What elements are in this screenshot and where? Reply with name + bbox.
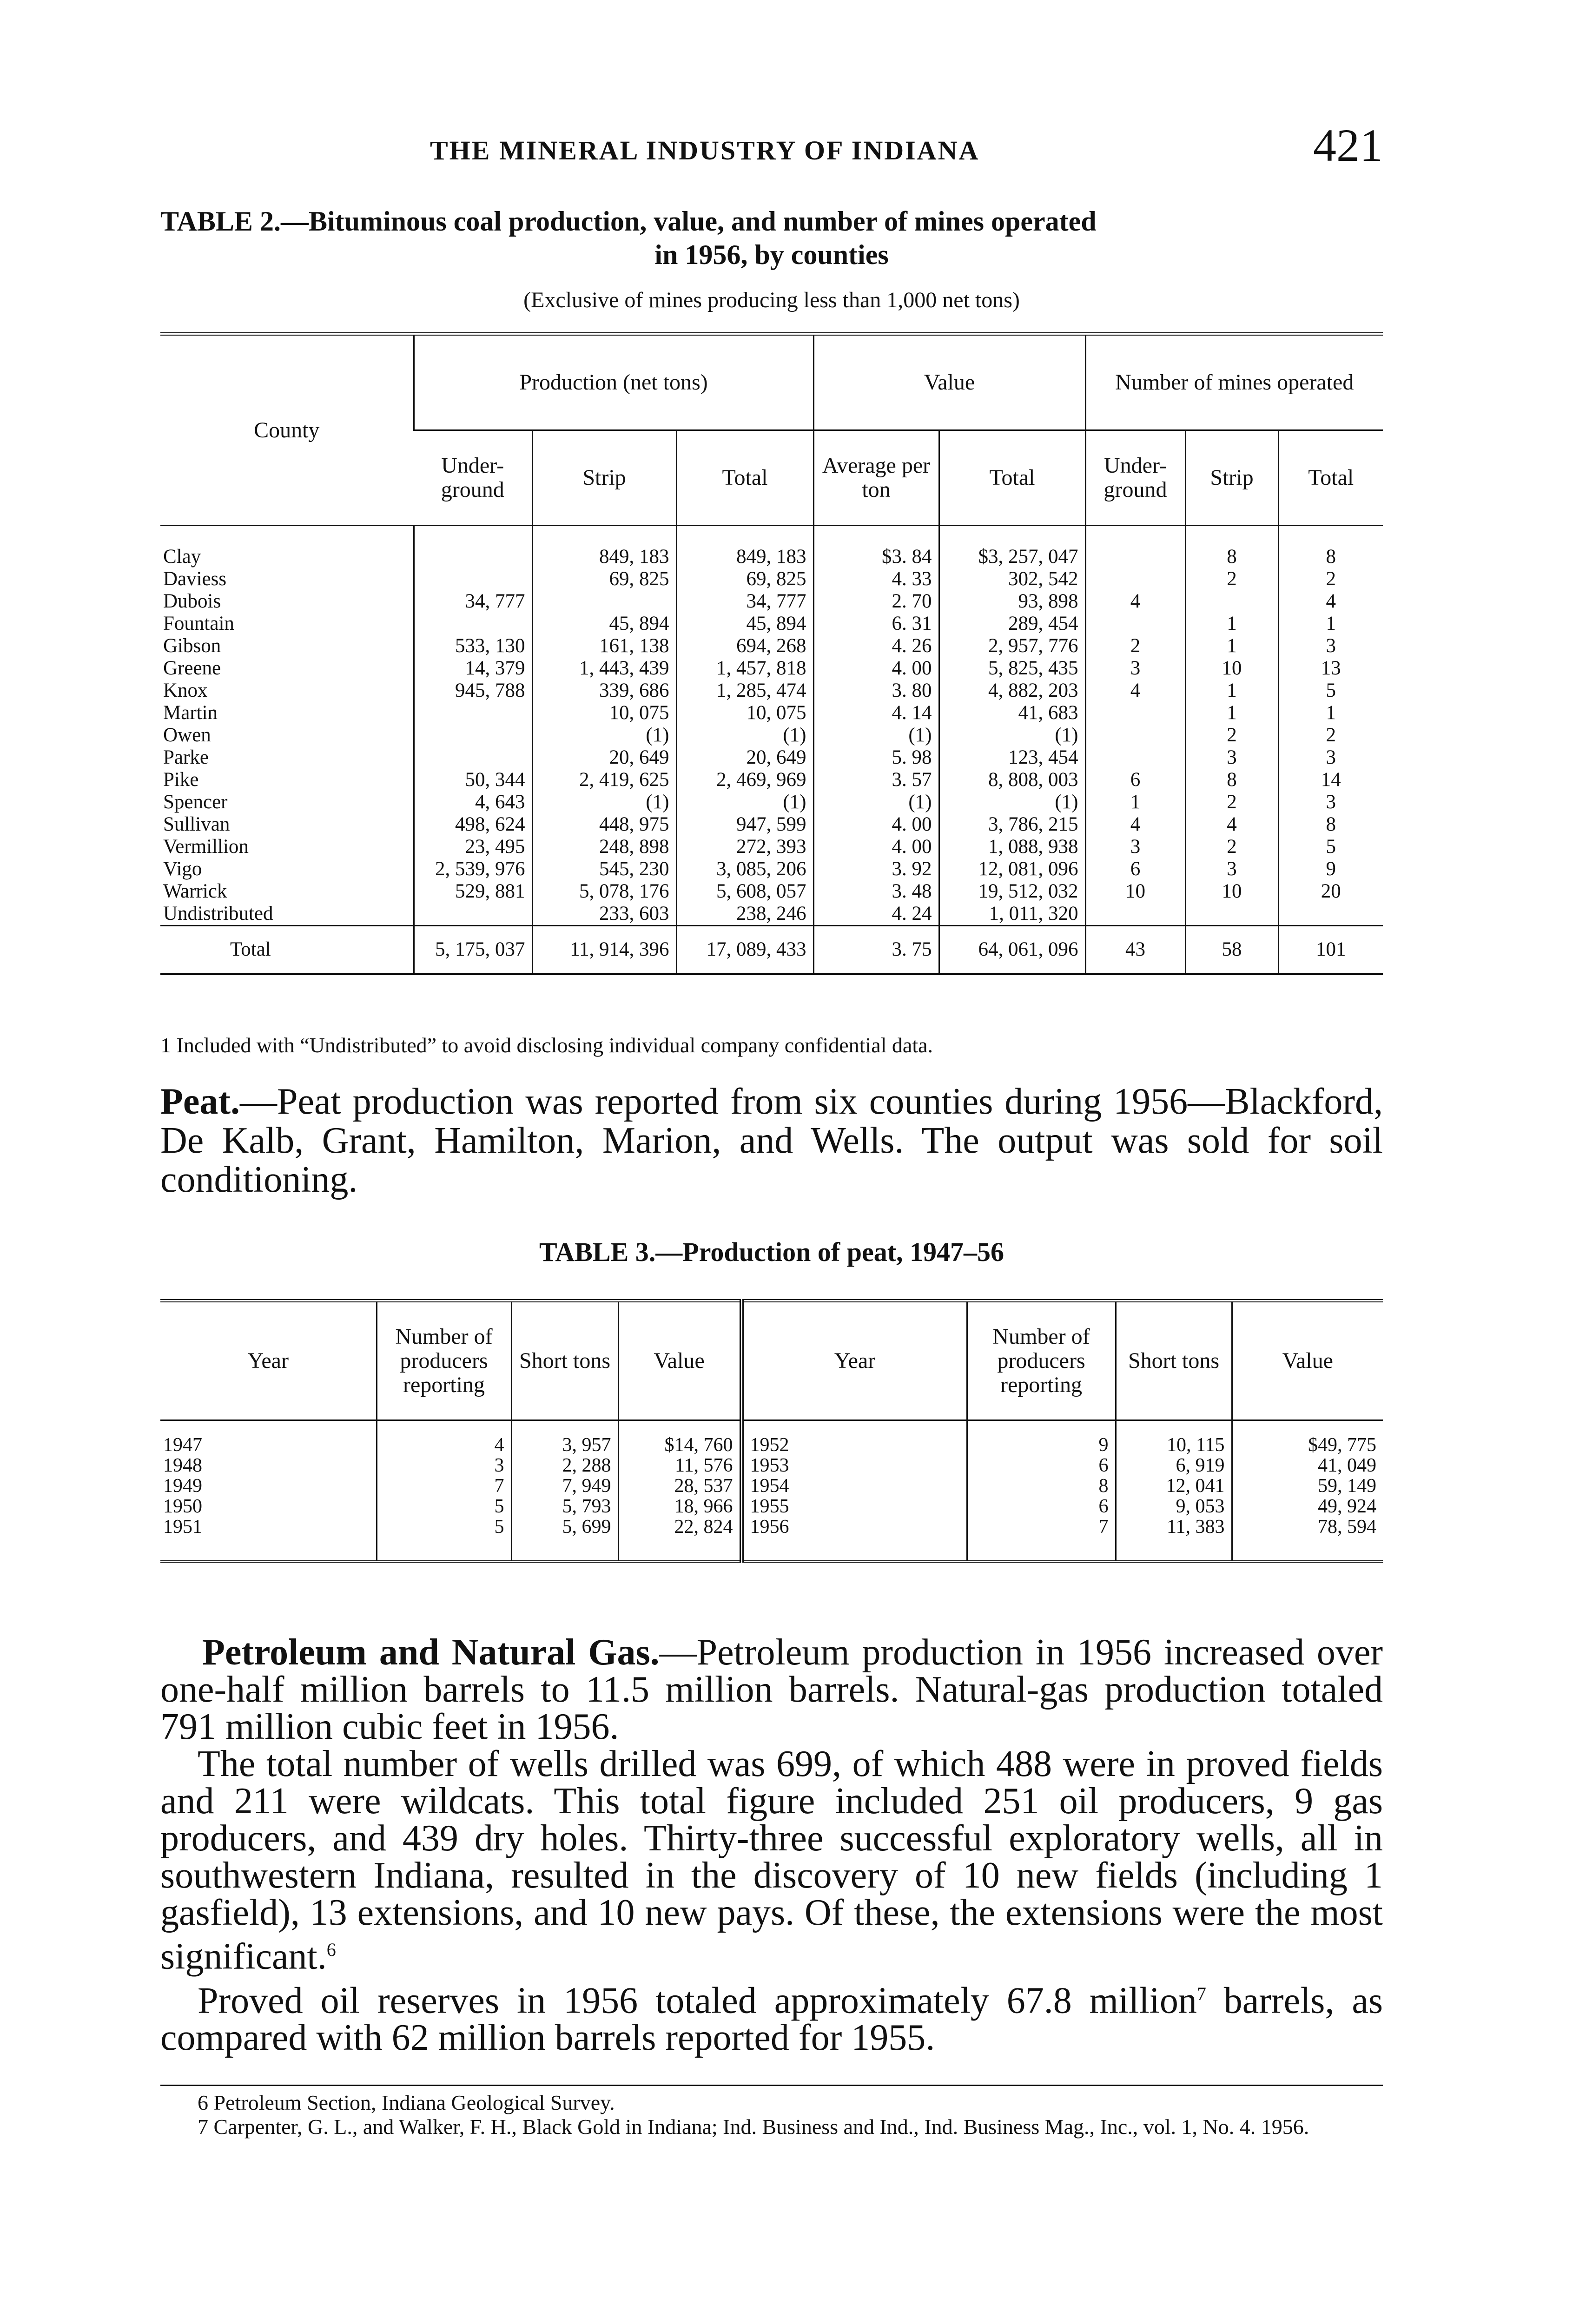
total-cell: 272, 393 bbox=[676, 836, 813, 858]
county-cell: Gibson bbox=[163, 635, 221, 657]
mines-total-cell: 8 bbox=[1278, 813, 1383, 836]
underground-cell: 498, 624 bbox=[414, 813, 532, 836]
total-cell: 34, 777 bbox=[676, 590, 813, 613]
t3-header-producers-2: Number of producers reporting bbox=[967, 1301, 1116, 1420]
producers-cell: 7 bbox=[967, 1517, 1116, 1562]
producers-cell: 8 bbox=[967, 1476, 1116, 1496]
t3-header-value-2: Value bbox=[1232, 1301, 1383, 1420]
county-cell: Warrick bbox=[163, 880, 227, 902]
strip-cell: 849, 183 bbox=[532, 526, 676, 568]
value-cell: $14, 760 bbox=[618, 1420, 741, 1456]
col-header-county: County bbox=[160, 334, 414, 526]
petroleum-paragraph-1 bbox=[160, 1634, 1383, 1745]
total-cell: (1) bbox=[676, 791, 813, 813]
mines-strip-cell bbox=[1185, 903, 1278, 926]
county-cell: Vermillion bbox=[163, 836, 249, 858]
coal-table-body bbox=[160, 526, 1383, 974]
petroleum-run-head: Petroleum and Natural Gas. bbox=[202, 1632, 660, 1673]
producers-cell: 5 bbox=[377, 1496, 511, 1517]
strip-cell: 20, 649 bbox=[532, 746, 676, 769]
footnote-ref-7: 7 bbox=[1196, 1983, 1206, 2004]
year-cell: 1947 bbox=[163, 1434, 202, 1456]
total-cell: (1) bbox=[676, 724, 813, 746]
underground-cell bbox=[414, 724, 532, 746]
footnote-ref-6: 6 bbox=[326, 1939, 336, 1960]
strip-cell bbox=[532, 590, 676, 613]
col-header-production: Production (net tons) bbox=[414, 334, 813, 430]
total-cell: 69, 825 bbox=[676, 568, 813, 590]
total-cell: 17, 089, 433 bbox=[676, 926, 813, 974]
tons-cell: 2, 288 bbox=[511, 1455, 618, 1476]
value-total-cell: 93, 898 bbox=[939, 590, 1085, 613]
page-header bbox=[165, 116, 1383, 172]
mines-underground-cell bbox=[1085, 568, 1185, 590]
mines-total-cell: 3 bbox=[1278, 791, 1383, 813]
footnote-7: 7 Carpenter, G. L., and Walker, F. H., Black Gold in Indiana; Ind. Business and Ind., Ind. Business Mag., Inc., vol. 1, No. 4. 1956. bbox=[198, 2115, 1309, 2139]
county-cell: Daviess bbox=[163, 568, 227, 590]
peat-text: —Peat production was reported from six counties during 1956—Blackford, De Kalb, Grant, Hamilton, Marion, and Wells. The output was sold for soil conditioning. bbox=[160, 1081, 1383, 1200]
petroleum-paragraph-2 bbox=[160, 1745, 1383, 1975]
county-cell: Dubois bbox=[163, 590, 221, 612]
strip-cell: 1, 443, 439 bbox=[532, 657, 676, 680]
table-row bbox=[160, 724, 1383, 746]
mines-total-cell: 101 bbox=[1278, 926, 1383, 974]
mines-underground-cell: 3 bbox=[1085, 836, 1185, 858]
strip-cell: 161, 138 bbox=[532, 635, 676, 657]
table2-subcaption: (Exclusive of mines producing less than 1,000 net tons) bbox=[523, 288, 1020, 312]
coal-production-table bbox=[160, 332, 1383, 975]
mines-total-cell: 8 bbox=[1278, 526, 1383, 568]
avg-value-cell: 4. 33 bbox=[813, 568, 939, 590]
page-footnotes bbox=[160, 2085, 1383, 2139]
county-cell: Pike bbox=[163, 769, 199, 791]
underground-cell: 533, 130 bbox=[414, 635, 532, 657]
avg-value-cell: 5. 98 bbox=[813, 746, 939, 769]
mines-total-cell bbox=[1278, 903, 1383, 926]
year-cell: 1954 bbox=[741, 1476, 967, 1496]
mines-total-cell: 20 bbox=[1278, 880, 1383, 903]
table-row bbox=[160, 1496, 1383, 1517]
table-row bbox=[160, 1420, 1383, 1456]
underground-cell: 4, 643 bbox=[414, 791, 532, 813]
mines-underground-cell: 43 bbox=[1085, 926, 1185, 974]
avg-value-cell: 4. 24 bbox=[813, 903, 939, 926]
underground-cell bbox=[414, 746, 532, 769]
county-cell: Undistributed bbox=[163, 903, 273, 924]
table-row bbox=[160, 926, 1383, 974]
peat-table-body bbox=[160, 1420, 1383, 1562]
value-cell: 41, 049 bbox=[1232, 1455, 1383, 1476]
value-cell: 11, 576 bbox=[618, 1455, 741, 1476]
table3-caption: TABLE 3.—Production of peat, 1947–56 bbox=[539, 1237, 1004, 1267]
county-cell: Parke bbox=[163, 746, 209, 768]
mines-strip-cell: 2 bbox=[1185, 724, 1278, 746]
county-cell: Fountain bbox=[163, 613, 234, 634]
table-row bbox=[160, 746, 1383, 769]
table-row bbox=[160, 590, 1383, 613]
col-header-mines-underground: Under-ground bbox=[1085, 430, 1185, 526]
underground-cell: 529, 881 bbox=[414, 880, 532, 903]
value-cell: 78, 594 bbox=[1232, 1517, 1383, 1562]
total-cell: 2, 469, 969 bbox=[676, 769, 813, 791]
peat-production-table bbox=[160, 1299, 1383, 1563]
mines-strip-cell: 2 bbox=[1185, 791, 1278, 813]
value-cell: $49, 775 bbox=[1232, 1420, 1383, 1456]
peat-run-head: Peat. bbox=[160, 1081, 240, 1122]
mines-underground-cell bbox=[1085, 903, 1185, 926]
avg-value-cell: $3. 84 bbox=[813, 526, 939, 568]
avg-value-cell: (1) bbox=[813, 724, 939, 746]
tons-cell: 12, 041 bbox=[1116, 1476, 1232, 1496]
county-cell: Greene bbox=[163, 657, 221, 679]
table-row bbox=[160, 836, 1383, 858]
value-cell: 22, 824 bbox=[618, 1517, 741, 1562]
total-cell: 849, 183 bbox=[676, 526, 813, 568]
mines-strip-cell: 10 bbox=[1185, 880, 1278, 903]
underground-cell: 5, 175, 037 bbox=[414, 926, 532, 974]
petroleum-paragraph-3 bbox=[160, 1975, 1383, 2057]
strip-cell: 448, 975 bbox=[532, 813, 676, 836]
col-header-average: Average per ton bbox=[813, 430, 939, 526]
value-cell: 28, 537 bbox=[618, 1476, 741, 1496]
tons-cell: 3, 957 bbox=[511, 1420, 618, 1456]
mines-strip-cell: 8 bbox=[1185, 526, 1278, 568]
mines-total-cell: 14 bbox=[1278, 769, 1383, 791]
petroleum-p2-text: The total number of wells drilled was 699, of which 488 were in proved fields and 211 were wildcats. This total figure included 251 oil producers, 9 gas producers, and 439 dry holes. Thirty-three successful exploratory wells, all in southwestern Indiana, resulted in the discovery of 10 new fields (including 1 gasfield), 13 extensions, and 10 new pays. Of these, the extensions were the most significant. bbox=[160, 1743, 1383, 1977]
table2-caption bbox=[160, 205, 1383, 271]
producers-cell: 7 bbox=[377, 1476, 511, 1496]
county-cell: Martin bbox=[163, 702, 218, 724]
avg-value-cell: 3. 48 bbox=[813, 880, 939, 903]
value-total-cell: 5, 825, 435 bbox=[939, 657, 1085, 680]
value-total-cell: 64, 061, 096 bbox=[939, 926, 1085, 974]
running-title: THE MINERAL INDUSTRY OF INDIANA bbox=[430, 135, 980, 165]
value-total-cell: 289, 454 bbox=[939, 613, 1085, 635]
year-cell: 1948 bbox=[163, 1455, 202, 1476]
col-header-mines: Number of mines operated bbox=[1085, 334, 1383, 430]
table-row bbox=[160, 813, 1383, 836]
total-cell: 3, 085, 206 bbox=[676, 858, 813, 880]
mines-strip-cell: 3 bbox=[1185, 858, 1278, 880]
mines-total-cell: 5 bbox=[1278, 680, 1383, 702]
mines-total-cell: 3 bbox=[1278, 635, 1383, 657]
t3-header-value: Value bbox=[618, 1301, 741, 1420]
avg-value-cell: 4. 26 bbox=[813, 635, 939, 657]
underground-cell bbox=[414, 613, 532, 635]
table-row bbox=[160, 858, 1383, 880]
county-cell: Vigo bbox=[163, 858, 202, 880]
strip-cell: 233, 603 bbox=[532, 903, 676, 926]
mines-total-cell: 2 bbox=[1278, 724, 1383, 746]
petroleum-p3b-text: barrels, as compared with 62 million barrels reported for 1955. bbox=[160, 1980, 1383, 2059]
underground-cell: 34, 777 bbox=[414, 590, 532, 613]
t3-header-tons: Short tons bbox=[511, 1301, 618, 1420]
table-row bbox=[160, 702, 1383, 724]
t3-header-producers: Number of producers reporting bbox=[377, 1301, 511, 1420]
t3-header-year: Year bbox=[160, 1301, 377, 1420]
total-cell: 1, 457, 818 bbox=[676, 657, 813, 680]
strip-cell: 339, 686 bbox=[532, 680, 676, 702]
county-cell: Total bbox=[160, 926, 414, 974]
tons-cell: 5, 793 bbox=[511, 1496, 618, 1517]
underground-cell bbox=[414, 903, 532, 926]
mines-strip-cell: 2 bbox=[1185, 836, 1278, 858]
strip-cell: 45, 894 bbox=[532, 613, 676, 635]
strip-cell: 69, 825 bbox=[532, 568, 676, 590]
mines-underground-cell: 6 bbox=[1085, 858, 1185, 880]
mines-strip-cell: 4 bbox=[1185, 813, 1278, 836]
value-total-cell: 8, 808, 003 bbox=[939, 769, 1085, 791]
table2-caption-line2: in 1956, by counties bbox=[654, 239, 889, 270]
value-total-cell: (1) bbox=[939, 724, 1085, 746]
mines-underground-cell: 10 bbox=[1085, 880, 1185, 903]
total-cell: 238, 246 bbox=[676, 903, 813, 926]
table-row bbox=[160, 613, 1383, 635]
avg-value-cell: 3. 92 bbox=[813, 858, 939, 880]
table-row bbox=[160, 680, 1383, 702]
value-cell: 18, 966 bbox=[618, 1496, 741, 1517]
footnote-6: 6 Petroleum Section, Indiana Geological Survey. bbox=[198, 2091, 615, 2114]
total-cell: 45, 894 bbox=[676, 613, 813, 635]
underground-cell: 945, 788 bbox=[414, 680, 532, 702]
col-header-value: Value bbox=[813, 334, 1085, 430]
total-cell: 1, 285, 474 bbox=[676, 680, 813, 702]
underground-cell bbox=[414, 526, 532, 568]
strip-cell: 2, 419, 625 bbox=[532, 769, 676, 791]
mines-strip-cell: 10 bbox=[1185, 657, 1278, 680]
mines-total-cell: 1 bbox=[1278, 702, 1383, 724]
mines-underground-cell: 4 bbox=[1085, 813, 1185, 836]
year-cell: 1956 bbox=[741, 1517, 967, 1562]
mines-total-cell: 3 bbox=[1278, 746, 1383, 769]
mines-strip-cell: 1 bbox=[1185, 635, 1278, 657]
underground-cell bbox=[414, 568, 532, 590]
avg-value-cell: 4. 00 bbox=[813, 657, 939, 680]
value-total-cell: 123, 454 bbox=[939, 746, 1085, 769]
mines-total-cell: 13 bbox=[1278, 657, 1383, 680]
col-header-mines-strip: Strip bbox=[1185, 430, 1278, 526]
mines-underground-cell bbox=[1085, 613, 1185, 635]
producers-cell: 6 bbox=[967, 1496, 1116, 1517]
total-cell: 5, 608, 057 bbox=[676, 880, 813, 903]
avg-value-cell: 3. 57 bbox=[813, 769, 939, 791]
table-row bbox=[160, 1517, 1383, 1562]
underground-cell: 14, 379 bbox=[414, 657, 532, 680]
underground-cell: 50, 344 bbox=[414, 769, 532, 791]
underground-cell: 23, 495 bbox=[414, 836, 532, 858]
strip-cell: 248, 898 bbox=[532, 836, 676, 858]
county-cell: Knox bbox=[163, 680, 208, 701]
avg-value-cell: (1) bbox=[813, 791, 939, 813]
producers-cell: 9 bbox=[967, 1420, 1116, 1456]
mines-underground-cell: 3 bbox=[1085, 657, 1185, 680]
value-total-cell: 19, 512, 032 bbox=[939, 880, 1085, 903]
mines-total-cell: 1 bbox=[1278, 613, 1383, 635]
t3-header-tons-2: Short tons bbox=[1116, 1301, 1232, 1420]
mines-total-cell: 5 bbox=[1278, 836, 1383, 858]
col-header-mines-total: Total bbox=[1278, 430, 1383, 526]
value-total-cell: 41, 683 bbox=[939, 702, 1085, 724]
total-cell: 10, 075 bbox=[676, 702, 813, 724]
petroleum-p3a-text: Proved oil reserves in 1956 totaled approximately 67.8 million bbox=[198, 1980, 1197, 2021]
value-total-cell: 302, 542 bbox=[939, 568, 1085, 590]
year-cell: 1952 bbox=[741, 1420, 967, 1456]
avg-value-cell: 4. 00 bbox=[813, 836, 939, 858]
county-cell: Owen bbox=[163, 724, 211, 746]
value-total-cell: 12, 081, 096 bbox=[939, 858, 1085, 880]
year-cell: 1955 bbox=[741, 1496, 967, 1517]
table-row bbox=[160, 526, 1383, 568]
col-header-value-total: Total bbox=[939, 430, 1085, 526]
strip-cell: 5, 078, 176 bbox=[532, 880, 676, 903]
table2-caption-line1: TABLE 2.—Bituminous coal production, value, and number of mines operated bbox=[160, 206, 1097, 237]
value-total-cell: (1) bbox=[939, 791, 1085, 813]
county-cell: Sullivan bbox=[163, 813, 230, 835]
avg-value-cell: 4. 14 bbox=[813, 702, 939, 724]
table-row bbox=[160, 635, 1383, 657]
mines-strip-cell: 3 bbox=[1185, 746, 1278, 769]
strip-cell: 545, 230 bbox=[532, 858, 676, 880]
mines-strip-cell: 8 bbox=[1185, 769, 1278, 791]
avg-value-cell: 3. 80 bbox=[813, 680, 939, 702]
total-cell: 20, 649 bbox=[676, 746, 813, 769]
producers-cell: 6 bbox=[967, 1455, 1116, 1476]
table-row bbox=[160, 880, 1383, 903]
table-row bbox=[160, 1476, 1383, 1496]
mines-underground-cell: 1 bbox=[1085, 791, 1185, 813]
petroleum-p1-text: —Petroleum production in 1956 increased over one-half million barrels to 11.5 million barrels. Natural-gas production totaled 791 million cubic feet in 1956. bbox=[160, 1632, 1383, 1747]
table-row bbox=[160, 903, 1383, 926]
avg-value-cell: 6. 31 bbox=[813, 613, 939, 635]
tons-cell: 11, 383 bbox=[1116, 1517, 1232, 1562]
value-total-cell: 2, 957, 776 bbox=[939, 635, 1085, 657]
table-row bbox=[160, 769, 1383, 791]
col-header-underground: Under-ground bbox=[414, 430, 532, 526]
total-cell: 694, 268 bbox=[676, 635, 813, 657]
peat-paragraph bbox=[160, 1082, 1383, 1199]
value-total-cell: 1, 011, 320 bbox=[939, 903, 1085, 926]
petroleum-section bbox=[160, 1632, 1383, 2059]
producers-cell: 3 bbox=[377, 1455, 511, 1476]
page-number: 421 bbox=[1313, 119, 1383, 171]
mines-underground-cell bbox=[1085, 702, 1185, 724]
table-row bbox=[160, 657, 1383, 680]
avg-value-cell: 2. 70 bbox=[813, 590, 939, 613]
year-cell: 1949 bbox=[163, 1475, 202, 1497]
tons-cell: 7, 949 bbox=[511, 1476, 618, 1496]
avg-value-cell: 3. 75 bbox=[813, 926, 939, 974]
mines-underground-cell bbox=[1085, 724, 1185, 746]
underground-cell bbox=[414, 702, 532, 724]
strip-cell: (1) bbox=[532, 791, 676, 813]
table2-footnote: 1 Included with “Undistributed” to avoid disclosing individual company confidential data. bbox=[160, 1033, 933, 1057]
value-total-cell: $3, 257, 047 bbox=[939, 526, 1085, 568]
value-cell: 49, 924 bbox=[1232, 1496, 1383, 1517]
producers-cell: 5 bbox=[377, 1517, 511, 1562]
tons-cell: 5, 699 bbox=[511, 1517, 618, 1562]
mines-underground-cell bbox=[1085, 526, 1185, 568]
mines-strip-cell: 1 bbox=[1185, 680, 1278, 702]
year-cell: 1950 bbox=[163, 1496, 202, 1517]
table-row bbox=[160, 568, 1383, 590]
table-row bbox=[160, 791, 1383, 813]
producers-cell: 4 bbox=[377, 1420, 511, 1456]
avg-value-cell: 4. 00 bbox=[813, 813, 939, 836]
value-total-cell: 3, 786, 215 bbox=[939, 813, 1085, 836]
value-total-cell: 1, 088, 938 bbox=[939, 836, 1085, 858]
mines-underground-cell bbox=[1085, 746, 1185, 769]
county-cell: Clay bbox=[163, 546, 201, 568]
strip-cell: 11, 914, 396 bbox=[532, 926, 676, 974]
col-header-total: Total bbox=[676, 430, 813, 526]
mines-total-cell: 4 bbox=[1278, 590, 1383, 613]
mines-strip-cell: 2 bbox=[1185, 568, 1278, 590]
value-cell: 59, 149 bbox=[1232, 1476, 1383, 1496]
year-cell: 1953 bbox=[741, 1455, 967, 1476]
strip-cell: 10, 075 bbox=[532, 702, 676, 724]
mines-underground-cell: 2 bbox=[1085, 635, 1185, 657]
mines-strip-cell: 1 bbox=[1185, 702, 1278, 724]
strip-cell: (1) bbox=[532, 724, 676, 746]
county-cell: Spencer bbox=[163, 791, 228, 813]
mines-underground-cell: 4 bbox=[1085, 590, 1185, 613]
total-cell: 947, 599 bbox=[676, 813, 813, 836]
underground-cell: 2, 539, 976 bbox=[414, 858, 532, 880]
tons-cell: 9, 053 bbox=[1116, 1496, 1232, 1517]
mines-total-cell: 9 bbox=[1278, 858, 1383, 880]
col-header-strip: Strip bbox=[532, 430, 676, 526]
mines-underground-cell: 6 bbox=[1085, 769, 1185, 791]
mines-strip-cell bbox=[1185, 590, 1278, 613]
tons-cell: 6, 919 bbox=[1116, 1455, 1232, 1476]
t3-header-year-2: Year bbox=[741, 1301, 967, 1420]
mines-total-cell: 2 bbox=[1278, 568, 1383, 590]
mines-strip-cell: 1 bbox=[1185, 613, 1278, 635]
mines-underground-cell: 4 bbox=[1085, 680, 1185, 702]
mines-strip-cell: 58 bbox=[1185, 926, 1278, 974]
year-cell: 1951 bbox=[163, 1516, 202, 1538]
table-row bbox=[160, 1455, 1383, 1476]
tons-cell: 10, 115 bbox=[1116, 1420, 1232, 1456]
value-total-cell: 4, 882, 203 bbox=[939, 680, 1085, 702]
